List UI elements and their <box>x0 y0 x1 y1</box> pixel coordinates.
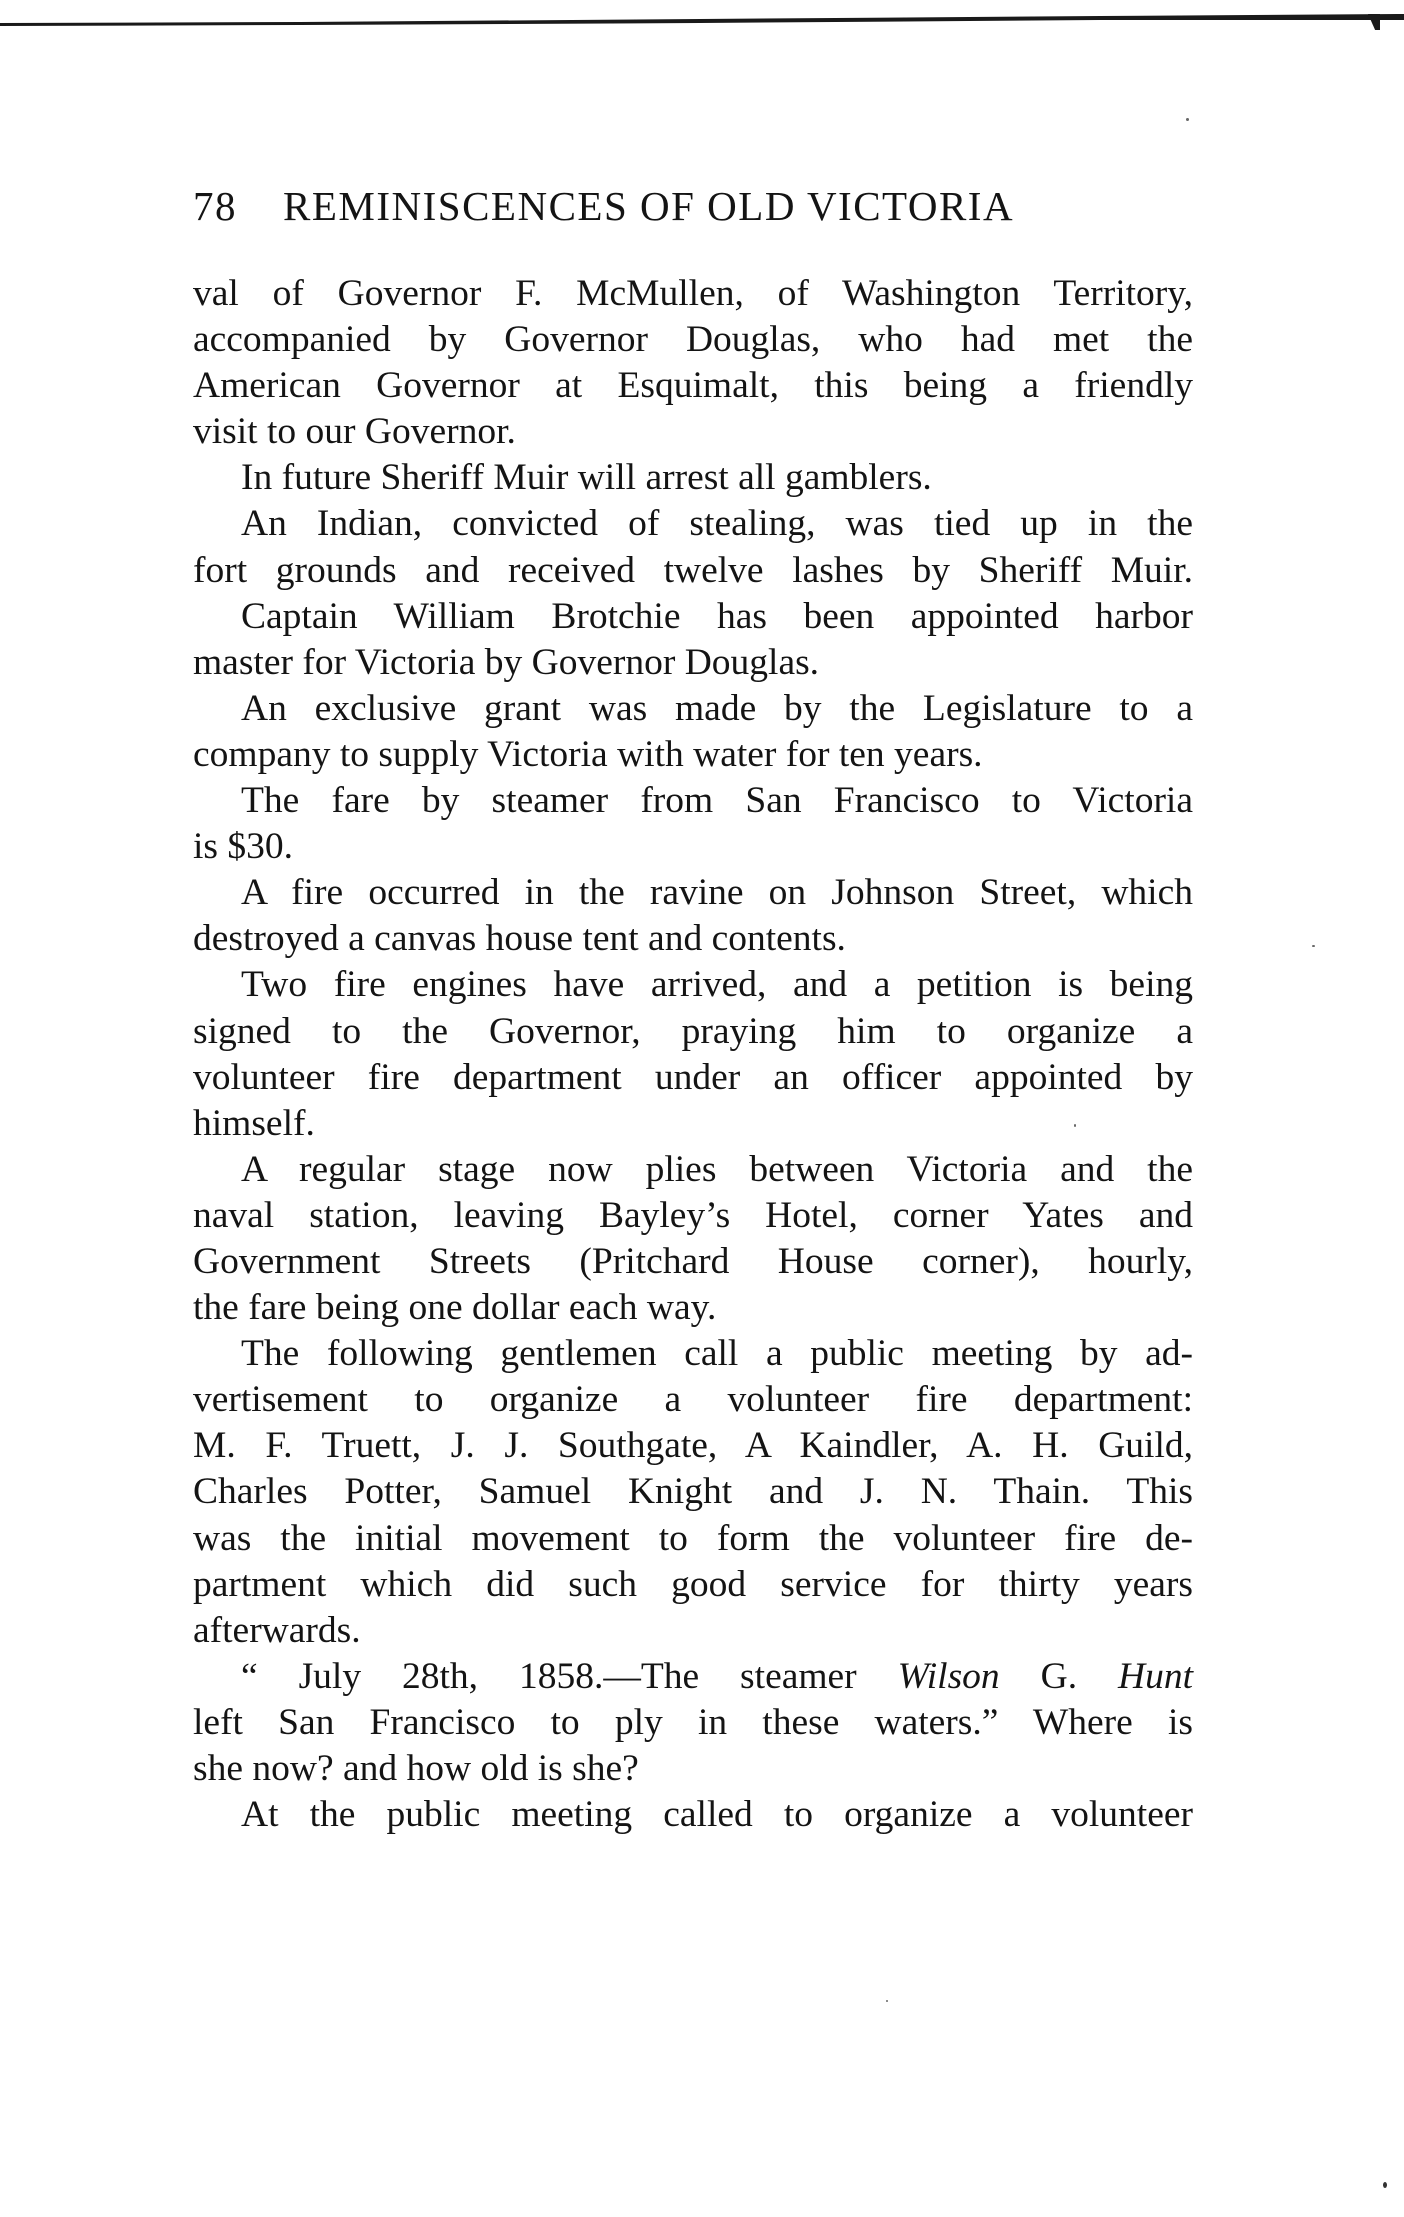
text-line: fort grounds and received twelve lashes by Sheriff Muir. <box>193 549 1193 591</box>
text-line: Captain William Brotchie has been appointed harbor <box>241 595 1193 637</box>
ship-name-last: Hunt <box>1117 1655 1193 1697</box>
text-line: Charles Potter, Samuel Knight and J. N. Thain. This <box>193 1471 1193 1513</box>
text-line: Government Streets (Pritchard House corner), hourly, <box>193 1240 1193 1282</box>
quote-line <box>193 1654 1193 1700</box>
paper-speck <box>1186 118 1189 121</box>
text-line: is $30. <box>193 826 294 868</box>
text-line: the fare being one dollar each way. <box>193 1287 717 1329</box>
running-header <box>193 176 1193 236</box>
text-line: The fare by steamer from San Francisco to Victoria <box>241 780 1193 822</box>
running-title: REMINISCENCES OF OLD VICTORIA <box>283 183 1015 229</box>
text-line: val of Governor F. McMullen, of Washington Territory, <box>193 273 1193 314</box>
text-line: she now? and how old is she? <box>193 1748 639 1789</box>
page-number: 78 <box>193 183 237 229</box>
text-line: An exclusive grant was made by the Legislature to a <box>241 687 1193 729</box>
text-line: vertisement to organize a volunteer fire department: <box>193 1379 1193 1421</box>
text-line: signed to the Governor, praying him to organize a <box>193 1010 1193 1052</box>
text-line: company to supply Victoria with water for ten years. <box>193 733 983 775</box>
text-line: accompanied by Governor Douglas, who had met the <box>193 319 1193 361</box>
text-line: American Governor at Esquimalt, this being a friendly <box>193 365 1193 407</box>
text-line: himself. <box>193 1102 315 1144</box>
text-line: Two fire engines have arrived, and a petition is being <box>241 964 1193 1006</box>
text-line: was the initial movement to form the volunteer fire de- <box>193 1517 1193 1559</box>
ship-name-middle: G. <box>999 1655 1118 1697</box>
text-line: partment which did such good service for thirty years <box>193 1563 1193 1605</box>
body-text <box>193 271 1193 1838</box>
paper-speck <box>886 2000 888 2002</box>
text-line: An Indian, convicted of stealing, was tied up in the <box>241 503 1193 545</box>
text-line: A regular stage now plies between Victoria and the <box>241 1148 1193 1190</box>
paper-speck <box>1312 945 1315 947</box>
text-line: visit to our Governor. <box>193 411 516 453</box>
text-line: left San Francisco to ply in these waters.” Where is <box>193 1701 1193 1743</box>
text-line: volunteer fire department under an officer appointed by <box>193 1056 1193 1098</box>
ship-name-first: Wilson <box>897 1655 1000 1697</box>
text-line: The following gentlemen call a public meeting by ad- <box>241 1333 1193 1375</box>
quote-open-text: “ July 28th, 1858.—The steamer <box>241 1655 898 1697</box>
page-top-edge-rule <box>0 6 1404 30</box>
text-line: M. F. Truett, J. J. Southgate, A Kaindler, A. H. Guild, <box>193 1425 1193 1467</box>
text-line: master for Victoria by Governor Douglas. <box>193 641 820 683</box>
text-line: destroyed a canvas house tent and contents. <box>193 918 846 960</box>
text-line: A fire occurred in the ravine on Johnson Street, which <box>241 872 1193 914</box>
text-line: afterwards. <box>193 1609 361 1651</box>
paper-speck <box>1383 2182 1387 2188</box>
text-line: naval station, leaving Bayley’s Hotel, corner Yates and <box>193 1194 1193 1236</box>
text-line: At the public meeting called to organize a volunteer <box>241 1794 1193 1836</box>
paper-speck <box>1074 1124 1076 1127</box>
text-line: In future Sheriff Muir will arrest all gamblers. <box>241 457 932 499</box>
